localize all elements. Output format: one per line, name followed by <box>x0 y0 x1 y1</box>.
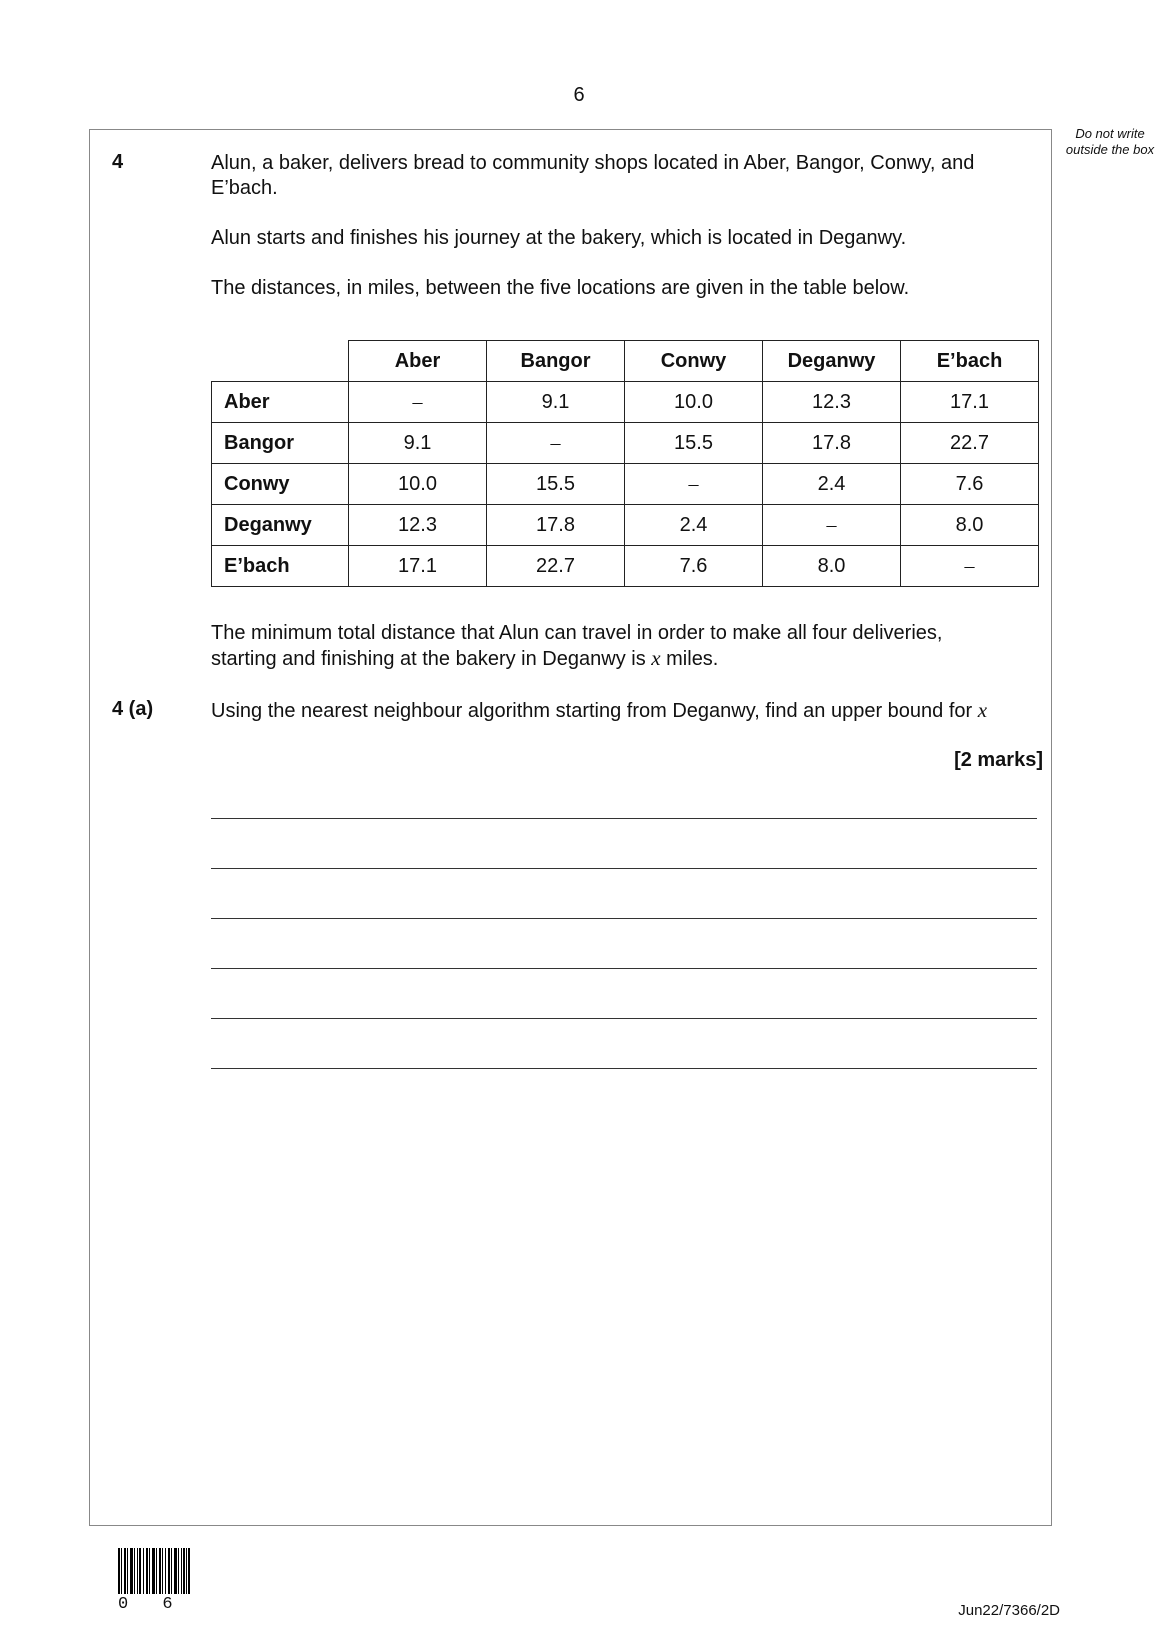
column-header: Deganwy <box>763 341 901 382</box>
table-row <box>212 546 1039 587</box>
table-cell: – <box>763 505 901 546</box>
column-header: Aber <box>349 341 487 382</box>
table-row <box>212 505 1039 546</box>
table-cell: 10.0 <box>625 382 763 423</box>
table-cell: 7.6 <box>625 546 763 587</box>
minimum-distance-text-pre: The minimum total distance that Alun can travel in order to make all four deliveries, starting and finishing at the bakery in Deganwy is <box>211 622 943 670</box>
table-cell: 15.5 <box>487 464 625 505</box>
footer-reference: Jun22/7366/2D <box>958 1602 1060 1619</box>
row-header: Conwy <box>212 464 349 505</box>
answer-line[interactable] <box>211 918 1037 919</box>
answer-line[interactable] <box>211 818 1037 819</box>
table-cell: 17.1 <box>901 382 1039 423</box>
table-row <box>212 464 1039 505</box>
table-cell: 2.4 <box>625 505 763 546</box>
table-cell: – <box>625 464 763 505</box>
question-intro: Alun, a baker, delivers bread to community shops located in Aber, Bangor, Conwy, and E’bach. <box>211 152 975 199</box>
page-number: 6 <box>573 84 585 106</box>
part-a-text-pre: Using the nearest neighbour algorithm starting from Deganwy, find an upper bound for <box>211 700 973 722</box>
answer-line[interactable] <box>211 868 1037 869</box>
part-a-label: 4 (a) <box>112 698 154 720</box>
minimum-distance-text-post: miles. <box>666 648 719 670</box>
row-header: Deganwy <box>212 505 349 546</box>
variable-x: x <box>977 698 988 722</box>
table-cell: 15.5 <box>625 423 763 464</box>
table-cell: 12.3 <box>349 505 487 546</box>
row-header: E’bach <box>212 546 349 587</box>
table-row <box>212 423 1039 464</box>
table-header-row <box>212 341 1039 382</box>
part-a-marks: [2 marks] <box>954 749 1043 771</box>
table-cell: – <box>349 382 487 423</box>
table-cell: 9.1 <box>487 382 625 423</box>
table-cell: 17.1 <box>349 546 487 587</box>
table-cell: – <box>901 546 1039 587</box>
question-number: 4 <box>112 151 124 173</box>
part-a-text <box>211 698 1001 724</box>
table-cell: 8.0 <box>763 546 901 587</box>
answer-frame <box>89 129 1052 1526</box>
minimum-distance-text <box>211 621 1011 672</box>
barcode-digits: 0 6 <box>118 1595 185 1614</box>
answer-line[interactable] <box>211 1068 1037 1069</box>
table-corner-cell <box>212 341 349 382</box>
table-cell: 2.4 <box>763 464 901 505</box>
answer-line[interactable] <box>211 1018 1037 1019</box>
table-cell: 10.0 <box>349 464 487 505</box>
margin-note: Do not write outside the box <box>1065 126 1155 157</box>
table-cell: 17.8 <box>487 505 625 546</box>
table-cell: 22.7 <box>487 546 625 587</box>
row-header: Bangor <box>212 423 349 464</box>
table-intro: The distances, in miles, between the five locations are given in the table below. <box>211 277 910 299</box>
table-cell: 8.0 <box>901 505 1039 546</box>
table-cell: – <box>487 423 625 464</box>
table-cell: 9.1 <box>349 423 487 464</box>
table-cell: 22.7 <box>901 423 1039 464</box>
question-start-text: Alun starts and finishes his journey at the bakery, which is located in Deganwy. <box>211 227 907 249</box>
column-header: Bangor <box>487 341 625 382</box>
barcode-icon <box>118 1548 190 1594</box>
distance-table <box>211 340 1039 587</box>
table-row <box>212 382 1039 423</box>
table-cell: 17.8 <box>763 423 901 464</box>
column-header: Conwy <box>625 341 763 382</box>
variable-x: x <box>651 646 661 670</box>
row-header: Aber <box>212 382 349 423</box>
column-header: E’bach <box>901 341 1039 382</box>
answer-line[interactable] <box>211 968 1037 969</box>
table-cell: 12.3 <box>763 382 901 423</box>
table-cell: 7.6 <box>901 464 1039 505</box>
